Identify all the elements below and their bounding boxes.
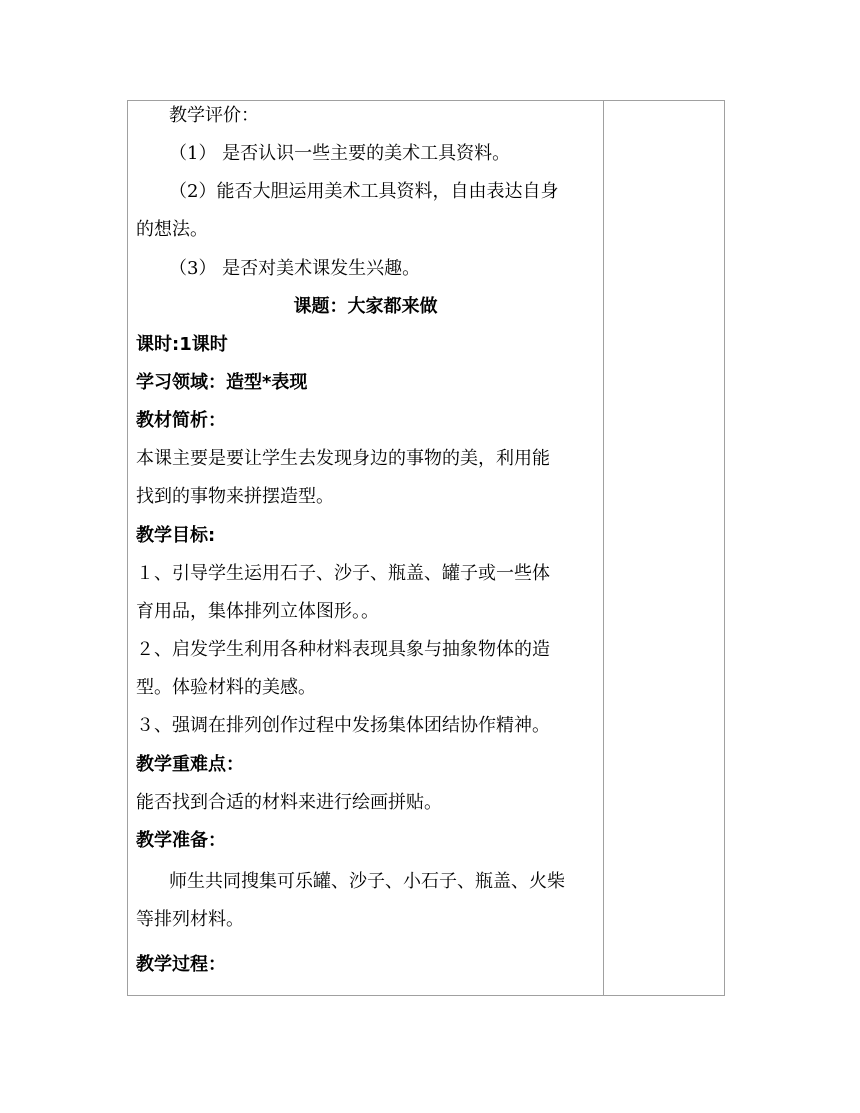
analysis-line-2: 找到的事物来拼摆造型。 bbox=[136, 486, 334, 507]
goal-1-line-1: １、引导学生运用石子、沙子、瓶盖、罐子或一些体 bbox=[136, 563, 550, 584]
goals-heading: 教学目标: bbox=[136, 525, 216, 546]
lesson-title: 课题：大家都来做 bbox=[293, 296, 438, 317]
preparation-heading: 教学准备： bbox=[136, 830, 226, 851]
column-divider bbox=[603, 101, 604, 995]
goal-3: ３、强调在排列创作过程中发扬集体团结协作精神。 bbox=[136, 715, 550, 736]
goal-1-line-2: 育用品，集体排列立体图形。。 bbox=[136, 601, 379, 622]
evaluation-item-3: （3） 是否对美术课发生兴趣。 bbox=[169, 258, 421, 279]
process-heading: 教学过程： bbox=[136, 954, 226, 975]
evaluation-item-2-line-2: 的想法。 bbox=[136, 219, 208, 240]
evaluation-item-1: （1） 是否认识一些主要的美术工具资料。 bbox=[169, 143, 511, 164]
evaluation-title: 教学评价： bbox=[169, 105, 259, 126]
lesson-plan-table bbox=[127, 100, 725, 996]
analysis-heading: 教材简析： bbox=[136, 410, 226, 431]
key-points-heading: 教学重难点： bbox=[136, 754, 244, 775]
preparation-line-2: 等排列材料。 bbox=[136, 909, 244, 930]
goal-2-line-2: 型。体验材料的美感。 bbox=[136, 677, 316, 698]
preparation-line-1: 师生共同搜集可乐罐、沙子、小石子、瓶盖、火柴 bbox=[169, 871, 565, 892]
evaluation-item-2-line-1: （2）能否大胆运用美术工具资料，自由表达自身 bbox=[169, 181, 559, 202]
key-points-text: 能否找到合适的材料来进行绘画拼贴。 bbox=[136, 792, 442, 813]
goal-2-line-1: ２、启发学生利用各种材料表现具象与抽象物体的造 bbox=[136, 639, 550, 660]
analysis-line-1: 本课主要是要让学生去发现身边的事物的美，利用能 bbox=[136, 448, 550, 469]
learning-domain: 学习领域：造型*表现 bbox=[136, 372, 308, 393]
lesson-hours: 课时:1课时 bbox=[136, 334, 228, 355]
